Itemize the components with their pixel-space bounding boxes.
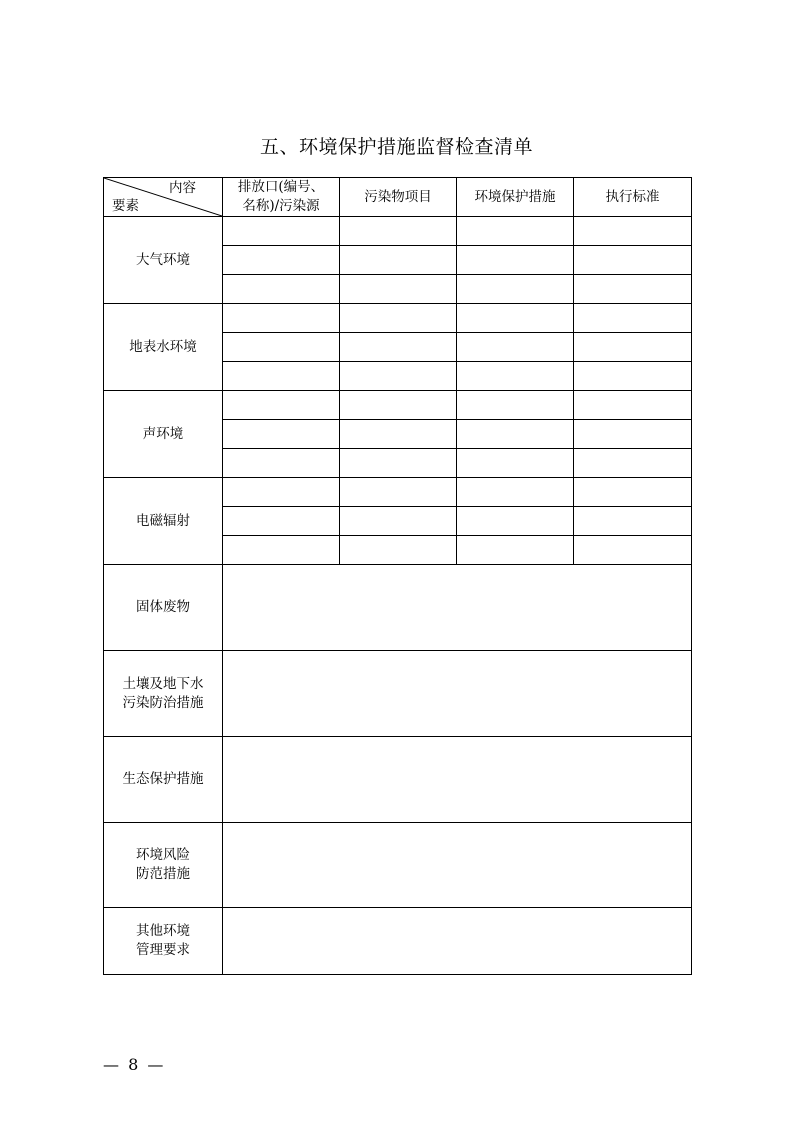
input-cell[interactable] [457,391,574,420]
input-cell[interactable] [340,246,457,275]
table-row [104,217,692,246]
input-cell[interactable] [457,362,574,391]
row-label-surface-water: 地表水环境 [104,304,223,391]
input-cell[interactable] [574,333,692,362]
corner-label-content: 内容 [169,180,196,196]
input-cell[interactable] [457,275,574,304]
page-number: — 8 — [103,1055,166,1074]
page-title: 五、环境保护措施监督检查清单 [259,136,533,158]
row-label-risk: 环境风险 防范措施 [104,823,223,908]
input-cell[interactable] [574,246,692,275]
input-cell[interactable] [223,391,340,420]
header-pollutant-item: 污染物项目 [340,178,457,217]
input-cell[interactable] [340,362,457,391]
input-cell[interactable] [223,333,340,362]
table-row [104,823,692,908]
input-cell[interactable] [340,217,457,246]
row-label-solid-waste: 固体废物 [104,565,223,651]
header-outlet-source: 排放口(编号、 名称)/污染源 [223,178,340,217]
input-cell[interactable] [223,246,340,275]
input-cell[interactable] [457,217,574,246]
input-cell[interactable] [574,217,692,246]
input-cell[interactable] [574,304,692,333]
row-label-other: 其他环境 管理要求 [104,908,223,975]
input-cell[interactable] [457,304,574,333]
input-cell[interactable] [457,246,574,275]
row-label-ecology: 生态保护措施 [104,737,223,823]
row-label-em-radiation: 电磁辐射 [104,478,223,565]
input-cell[interactable] [574,536,692,565]
input-cell[interactable] [223,304,340,333]
input-cell[interactable] [223,507,340,536]
table-row [104,565,692,651]
input-cell[interactable] [340,536,457,565]
input-cell[interactable] [457,507,574,536]
input-cell[interactable] [223,217,340,246]
input-cell[interactable] [457,478,574,507]
input-cell[interactable] [223,362,340,391]
table-row [104,737,692,823]
row-label-noise: 声环境 [104,391,223,478]
table-row [104,391,692,420]
input-cell[interactable] [574,449,692,478]
input-cell[interactable] [223,478,340,507]
input-cell[interactable] [340,420,457,449]
input-cell[interactable] [340,449,457,478]
input-cell[interactable] [574,420,692,449]
header-row [104,178,692,217]
input-cell[interactable] [340,333,457,362]
corner-label-element: 要素 [112,198,139,214]
input-cell-wide[interactable] [223,823,692,908]
checklist-table [103,177,692,975]
input-cell[interactable] [223,420,340,449]
input-cell-wide[interactable] [223,737,692,823]
input-cell[interactable] [223,275,340,304]
input-cell[interactable] [340,304,457,333]
input-cell[interactable] [574,507,692,536]
table-row [104,478,692,507]
input-cell[interactable] [457,333,574,362]
input-cell[interactable] [340,478,457,507]
input-cell-wide[interactable] [223,908,692,975]
row-label-air: 大气环境 [104,217,223,304]
input-cell[interactable] [340,507,457,536]
input-cell[interactable] [574,391,692,420]
table-row [104,651,692,737]
input-cell-wide[interactable] [223,651,692,737]
input-cell[interactable] [457,449,574,478]
input-cell[interactable] [574,478,692,507]
header-standard: 执行标准 [574,178,692,217]
input-cell[interactable] [457,420,574,449]
row-label-soil-groundwater: 土壤及地下水 污染防治措施 [104,651,223,737]
input-cell[interactable] [340,391,457,420]
input-cell[interactable] [223,536,340,565]
input-cell[interactable] [457,536,574,565]
corner-header-cell [104,178,223,217]
input-cell[interactable] [223,449,340,478]
table-row [104,304,692,333]
input-cell[interactable] [340,275,457,304]
input-cell-wide[interactable] [223,565,692,651]
input-cell[interactable] [574,362,692,391]
table-row [104,908,692,975]
header-protection-measures: 环境保护措施 [457,178,574,217]
input-cell[interactable] [574,275,692,304]
